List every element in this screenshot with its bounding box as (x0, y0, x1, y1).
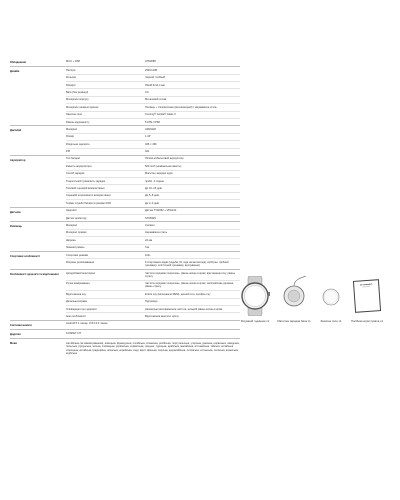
spec-row (66, 280, 240, 291)
section-body (66, 58, 240, 66)
section-body (66, 330, 240, 338)
spec-value: До 10–15 днів (145, 187, 162, 191)
spec-value: 500 mAh (номінальна ємність) (145, 164, 182, 168)
spec-row (66, 177, 240, 184)
spec-value: До 5–8 днів (145, 194, 159, 198)
spec-row (66, 58, 240, 64)
spec-row (66, 111, 240, 118)
spec-value: 45х46.5х11,4 мм (145, 83, 165, 87)
spec-row (66, 214, 240, 221)
spec-section (10, 320, 240, 329)
spec-value: ATD3085 (145, 59, 156, 63)
spec-label: Рівень водозахисту (66, 120, 90, 124)
spec-label: Матеріал (66, 224, 78, 227)
section-body (66, 67, 240, 125)
spec-value: 2549 НОВ (145, 68, 158, 72)
spec-label: Розміри (66, 83, 76, 87)
spec-row (66, 162, 240, 169)
section-title: Системні вимоги (10, 323, 32, 327)
section-title: Спортивні особливості (10, 254, 40, 258)
spec-value: Літієво-кобальтовий акумулятор (145, 157, 184, 161)
spec-label: Здоров'я (66, 209, 77, 213)
spec-value: Полімер + Скловолокно (високоміцний) / Нержавіюча сталь (145, 105, 217, 109)
spec-value: Датчик TCR052 + VPH242 (145, 209, 177, 213)
spec-label: Роздільна здатність (66, 142, 90, 146)
spec-table (10, 58, 240, 357)
spec-value: 466 × 466 (145, 142, 157, 146)
package-item-charger (276, 276, 312, 356)
smartwatch-icon (236, 276, 274, 316)
spec-label: Палітра (66, 68, 76, 72)
spec-row (66, 133, 240, 140)
package-label-watch: Розумний годинник х1 (240, 319, 270, 323)
spec-row (66, 140, 240, 147)
spec-value: Частота серцевих скорочень, рівень кисню в крові, заспокійливе дихання, рівень стресу (145, 282, 234, 289)
spec-label: Спосіб зарядки (66, 172, 85, 176)
section-body (66, 156, 240, 207)
spec-row (66, 81, 240, 88)
spec-row (66, 74, 240, 81)
section-title: Додатки (10, 332, 21, 336)
spec-label: Змінний ремінь (66, 246, 85, 250)
spec-value: Відстеження жіночого циклу (145, 314, 179, 318)
spec-row (66, 330, 240, 336)
spec-label: Вага (без ремінця) (66, 90, 89, 94)
manual-subtitle: USER MANUAL (362, 286, 371, 289)
spec-value: STK8325 (145, 216, 156, 220)
spec-label: Тип батареї (66, 157, 81, 161)
spec-section (10, 207, 240, 222)
screen-protector-icon (314, 276, 348, 316)
spec-value: 22 мм (145, 238, 153, 242)
section-body (66, 321, 240, 329)
section-text: Англійська (за замовчуванням), німецька, французька, італійська, іспанська, російська, португальська, угорська, данська, норвезька, шведська, польська, румунська, чеська, словацька, українська, хорватська, грецька, турецька, арабська, малайська, в'єтнамська, тайська, китайська спрощена, китайська традиційна, японська, корейська, хінді, іврит, фінська, перська, індонезійська, литовська, естонська, латиська, казахська, сербська (66, 342, 240, 355)
spec-value: Аномально висока/низька частота, низький рівень кисню в крові (145, 307, 223, 311)
section-body (66, 339, 240, 357)
spec-value: AMOLED (145, 127, 156, 131)
package-label-charger: Магнітна зарядна база х1 (277, 319, 311, 323)
spec-label: Дихальна вправа (66, 300, 87, 304)
spec-label: Термін служби батареї в режимі AOD (66, 201, 111, 205)
spec-row (66, 118, 240, 125)
spec-label: Оповіщення про здоров'я (66, 307, 97, 311)
spec-value: прибл. 2 години (145, 179, 164, 183)
section-title: Ремінець (10, 225, 22, 229)
spec-value: Нержавіюча сталь (145, 231, 168, 235)
spec-section (10, 125, 240, 155)
section-title: Дисплей (10, 129, 22, 133)
spec-label: Теоретичний тривалість зарядки (66, 179, 106, 183)
package-label-manual: Посібник користувача х1 (350, 319, 384, 323)
spec-label: KOSPET FIT (66, 331, 82, 335)
spec-row (66, 229, 240, 236)
spec-section (10, 66, 240, 125)
section-body (66, 222, 240, 251)
spec-row (66, 298, 240, 305)
spec-section (10, 329, 240, 338)
spec-row (66, 244, 240, 251)
spec-value: 6 спортивних видів (ходьба, біг, їзда на велосипеді, орбітрек, гребний тренажер, еліптичний тренажер, веслування) (145, 260, 229, 268)
spec-value: До 2–3 днів (145, 201, 159, 205)
package-item-protector (314, 276, 348, 356)
user-manual-icon (353, 279, 381, 313)
section-title: Обладнання (10, 61, 26, 64)
spec-row (66, 96, 240, 103)
spec-row (66, 192, 240, 199)
spec-label: PPI (66, 150, 71, 154)
package-item-manual (350, 276, 384, 356)
spec-value: Етапи сну (включаючи REM), денний сон, профіль сну (145, 292, 211, 296)
spec-value: Підтримує (145, 300, 158, 304)
spec-value: 1.43" (145, 135, 151, 139)
spec-value: 110+ (145, 253, 151, 257)
spec-row (66, 199, 240, 206)
manual-title: Ш smartwatch (360, 283, 373, 287)
spec-label: Розумне розпізнавання (66, 260, 94, 264)
spec-section (10, 251, 240, 269)
spec-label: Цілодобовий моніторинг (66, 271, 96, 275)
package-contents (236, 276, 384, 356)
spec-value: Corning® Gorilla® Glass 3 (145, 113, 176, 117)
spec-label: Кольори (66, 76, 77, 80)
section-title: Датчики (10, 210, 21, 214)
charging-dock-icon (276, 276, 312, 316)
spec-value: Магнітне зарядне ядро (145, 172, 173, 176)
spec-label: Матеріал пряжки (66, 231, 87, 235)
spec-section (10, 221, 240, 251)
spec-label: Відстеження сну (66, 292, 86, 296)
spec-label: Ручне вимірювання (66, 282, 90, 286)
package-item-watch (236, 276, 274, 356)
spec-value: Металевий сплав (145, 98, 167, 102)
spec-label: Інші особливості (66, 314, 86, 318)
spec-value: Чорний, Срібний (145, 76, 166, 80)
spec-row (66, 236, 240, 243)
spec-row (66, 321, 240, 327)
package-label-protector: Захисне скло х1 (320, 319, 342, 323)
spec-label: Датчик орієнтиру (66, 216, 87, 220)
spec-row (66, 103, 240, 110)
spec-label: Матеріали корпусу (66, 98, 89, 102)
spec-label: Матеріал (66, 127, 78, 131)
spec-row (66, 312, 240, 319)
spec-value: 461 (145, 150, 150, 154)
section-title: Особливості здоров'я та відстеження (10, 272, 59, 276)
spec-label: Матеріали нижньої кришки (66, 105, 99, 109)
spec-row (66, 184, 240, 191)
spec-value: Частота серцевих скорочень, рівень кисню в крові, відстеження сну, рівень стресу (145, 271, 236, 278)
section-body (66, 208, 240, 222)
section-title: Дизайн (10, 70, 20, 74)
spec-value: 5 ATM / IP68 (145, 120, 160, 124)
spec-row (66, 88, 240, 95)
spec-row (66, 258, 240, 269)
section-title: Мови (10, 342, 17, 346)
spec-value: 31г (145, 90, 149, 94)
spec-label: Ємність акумулятора (66, 164, 92, 168)
section-body (66, 252, 240, 269)
spec-section (10, 58, 240, 66)
spec-label: Захисне скло (66, 113, 83, 117)
spec-section (10, 155, 240, 207)
spec-value: Силікон (145, 224, 155, 227)
spec-section (10, 269, 240, 320)
spec-value: Так (145, 246, 150, 250)
section-body (66, 270, 240, 320)
section-title: Акумулятор (10, 158, 26, 162)
spec-row (66, 270, 240, 280)
spec-label: Спортивні режими (66, 253, 89, 257)
spec-row (66, 170, 240, 177)
spec-label: Android 5.1 і вище, iOS 13.0 і вище (66, 322, 108, 326)
spec-label: Розмір (66, 135, 75, 139)
spec-row (66, 290, 240, 297)
spec-row (66, 305, 240, 312)
spec-label: Ширина (66, 238, 76, 242)
spec-label: Типовий сценарій використання (66, 187, 105, 191)
spec-label: Сценарій інтенсивного використання (66, 194, 111, 198)
section-body (66, 126, 240, 155)
spec-label: MCU + DSP (66, 59, 81, 63)
spec-section (10, 338, 240, 357)
spec-row (66, 148, 240, 155)
